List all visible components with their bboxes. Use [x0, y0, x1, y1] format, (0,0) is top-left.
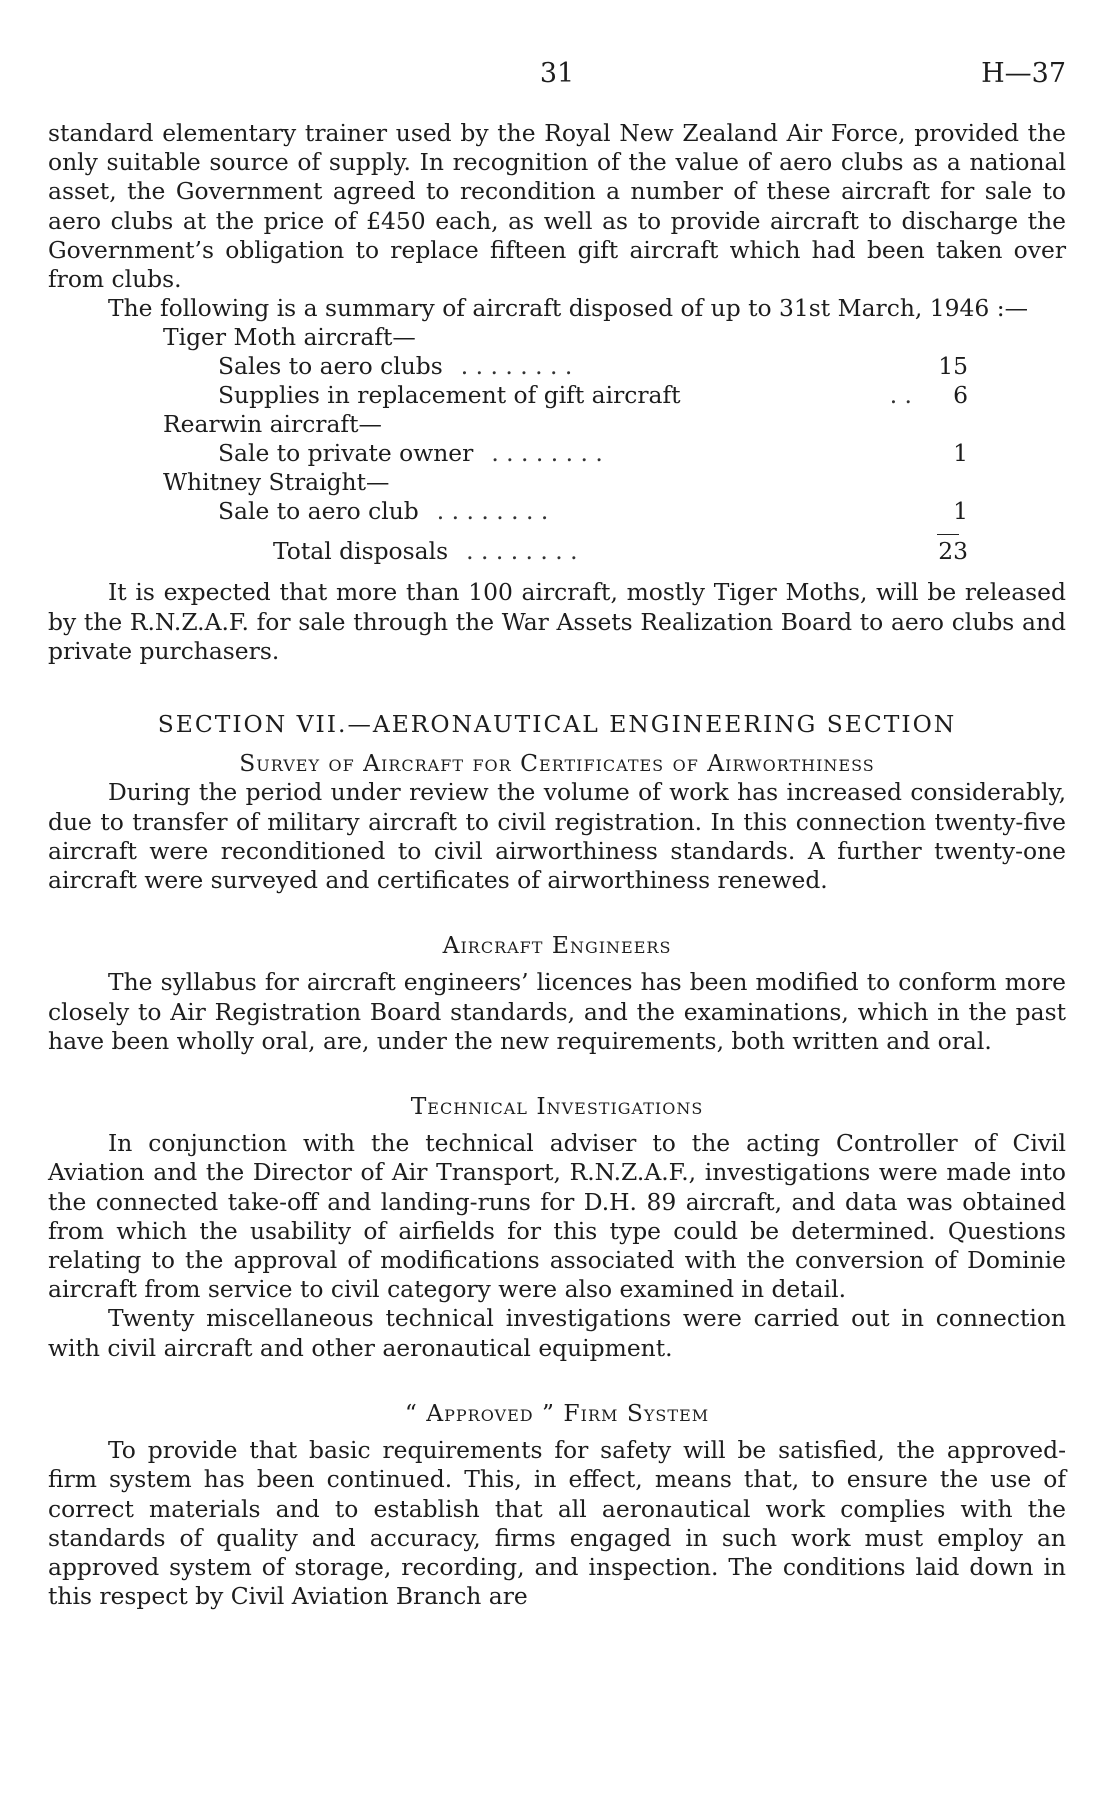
leader-dots: . . . . . . . . — [436, 497, 549, 526]
survey-paragraph: During the period under review the volume of work has increased considerably, due to transfer of military aircraft to civil registration. In this connection twenty-five aircraft were reconditioned to civil airworthiness standards. A further twenty-one aircraft were surveyed and certificates of airworthiness renewed. — [48, 778, 1066, 895]
leader-dots: . . — [889, 381, 912, 410]
leader-dots: . . . . . . . . — [491, 439, 603, 468]
document-reference: H—37 — [981, 58, 1066, 89]
page-number: 31 — [539, 58, 575, 89]
approved-firm-paragraph: To provide that basic requirements for safety will be satisfied, the approved-firm system has been continued. This, in effect, means that, to ensure the use of correct materials and to establish that all aeronautical work complies with the standards of quality and accuracy, firms engaged in such work must employ an approved system of storage, recording, and inspection. The conditions laid down in this respect by Civil Aviation Branch are — [48, 1436, 1066, 1611]
summary-value: 6 — [953, 381, 968, 410]
summary-value: 1 — [953, 439, 968, 468]
expected-release-paragraph: It is expected that more than 100 aircraft, mostly Tiger Moths, will be released by the R.N.Z.A.F. for sale through the War Assets Realization Board to aero clubs and private purchasers. — [48, 578, 1066, 665]
page-body — [48, 119, 1066, 1611]
page-header — [48, 58, 1066, 92]
summary-label: Supplies in replacement of gift aircraft — [218, 381, 681, 410]
summary-value: 23 — [938, 537, 968, 566]
summary-label: Sale to private owner — [218, 439, 474, 468]
summary-row-total — [48, 537, 968, 566]
subheading-survey: Survey of Aircraft for Certificates of Airworthiness — [239, 749, 875, 778]
engineers-paragraph: The syllabus for aircraft engineers’ licences has been modified to conform more closely to Air Registration Board standards, and the examinations, which in the past have been wholly oral, are, under the new requirements, both written and oral. — [48, 968, 1066, 1055]
summary-value: 1 — [953, 497, 968, 526]
summary-row-tiger-sales — [48, 352, 968, 381]
summary-value: 15 — [938, 352, 968, 381]
summary-label: Sale to aero club — [218, 497, 419, 526]
subheading-approved-firm-system: “ Approved ” Firm System — [404, 1398, 710, 1427]
summary-row-rearwin-sale — [48, 439, 968, 468]
summary-heading-rearwin: Rearwin aircraft— — [163, 410, 382, 439]
summary-row-tiger-supplies — [48, 381, 968, 410]
leader-dots: . . . . . . . . — [466, 537, 578, 566]
summary-label: Total disposals — [273, 537, 449, 566]
technical-paragraph-2: Twenty miscellaneous technical investigations were carried out in connection with civil aircraft and other aeronautical equipment. — [48, 1304, 1066, 1362]
disposal-summary — [48, 323, 968, 566]
summary-intro-paragraph: The following is a summary of aircraft disposed of up to 31st March, 1946 :— — [108, 294, 1028, 323]
summary-label: Sales to aero clubs — [218, 352, 443, 381]
summary-row-whitney-sale — [48, 497, 968, 526]
summary-heading-tiger-moth: Tiger Moth aircraft— — [163, 323, 416, 352]
intro-paragraph: standard elementary trainer used by the Royal New Zealand Air Force, provided the only suitable source of supply. In recognition of the value of aero clubs as a national asset, the Government agreed to recondition a number of these aircraft for sale to aero clubs at the price of £450 each, as well as to provide aircraft to discharge the Government’s obligation to replace fifteen gift aircraft which had been taken over from clubs. — [48, 119, 1066, 294]
section-title: SECTION VII.—AERONAUTICAL ENGINEERING SECTION — [157, 710, 957, 739]
technical-paragraph-1: In conjunction with the technical adviser to the acting Controller of Civil Aviation and the Director of Air Transport, R.N.Z.A.F., investigations were made into the connected take-off and landing-runs for D.H. 89 aircraft, and data was obtained from which the usability of airfields for this type could be determined. Questions relating to the approval of modifications associated with the conversion of Dominie aircraft from service to civil category were also examined in detail. — [48, 1129, 1066, 1304]
leader-dots: . . . . . . . . — [460, 352, 573, 381]
total-rule — [937, 534, 959, 535]
summary-heading-whitney-straight: Whitney Straight— — [163, 468, 390, 497]
subheading-technical-investigations: Technical Investigations — [410, 1092, 704, 1121]
subheading-aircraft-engineers: Aircraft Engineers — [442, 931, 672, 960]
